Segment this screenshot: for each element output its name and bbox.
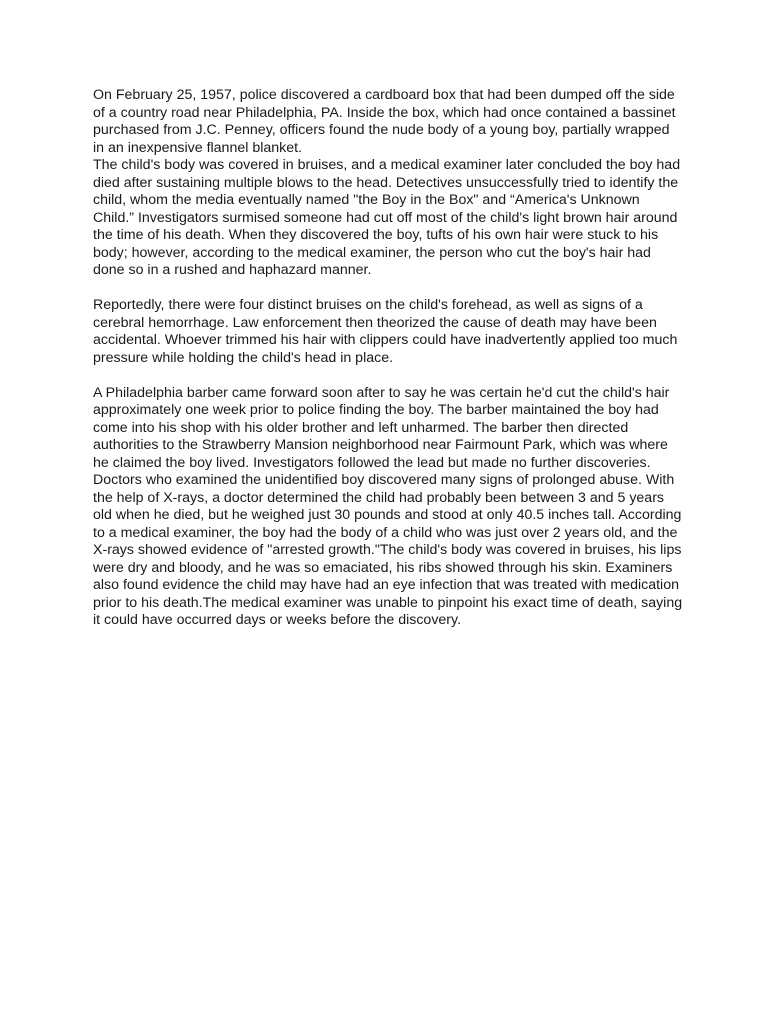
paragraph-investigation: The child's body was covered in bruises, and a medical examiner later concluded the boy had died after sustaining multiple blows to the head. Detectives unsuccessfully tried to identify the child, whom the media eventually named "the Boy in the Box" and “America's Unknown Child.” Investigators surmised someone had cut off most of the child's light brown hair around the time of his death. When they discovered the boy, tufts of his own hair were stuck to his body; however, according to the medical examiner, the person who cut the boy's hair had done so in a rushed and haphazard manner. <box>93 157 681 278</box>
paragraph-discovery: On February 25, 1957, police discovered a cardboard box that had been dumped off the side of a country road near Philadelphia, PA. Inside the box, which had once contained a bassinet purchased from J.C. Penney, officers found the nude body of a young boy, partially wrapped in an inexpensive flannel blanket. <box>93 87 676 156</box>
document-body <box>93 87 683 630</box>
paragraph-bruises: Reportedly, there were four distinct bruises on the child's forehead, as well as signs of a cerebral hemorrhage. Law enforcement then theorized the cause of death may have been accidental. Whoever trimmed his hair with clippers could have inadvertently applied too much pressure while holding the child's head in place. <box>93 297 678 366</box>
paragraph-barber: A Philadelphia barber came forward soon after to say he was certain he'd cut the child's hair approximately one week prior to police finding the boy. The barber maintained the boy had come into his shop with his older brother and left unharmed. The barber then directed authorities to the Strawberry Mansion neighborhood near Fairmount Park, which was where he claimed the boy lived. Investigators followed the lead but made no further discoveries. Doctors who examined the unidentified boy discovered many signs of prolonged abuse. With the help of X-rays, a doctor determined the child had probably been between 3 and 5 years old when he died, but he weighed just 30 pounds and stood at only 40.5 inches tall. According to a medical examiner, the boy had the body of a child who was just over 2 years old, and the X-rays showed evidence of "arrested growth."The child's body was covered in bruises, his lips were dry and bloody, and he was so emaciated, his ribs showed through his skin. Examiners also found evidence the child may have had an eye infection that was treated with medication prior to his death.The medical examiner was unable to pinpoint his exact time of death, saying it could have occurred days or weeks before the discovery. <box>93 384 683 628</box>
